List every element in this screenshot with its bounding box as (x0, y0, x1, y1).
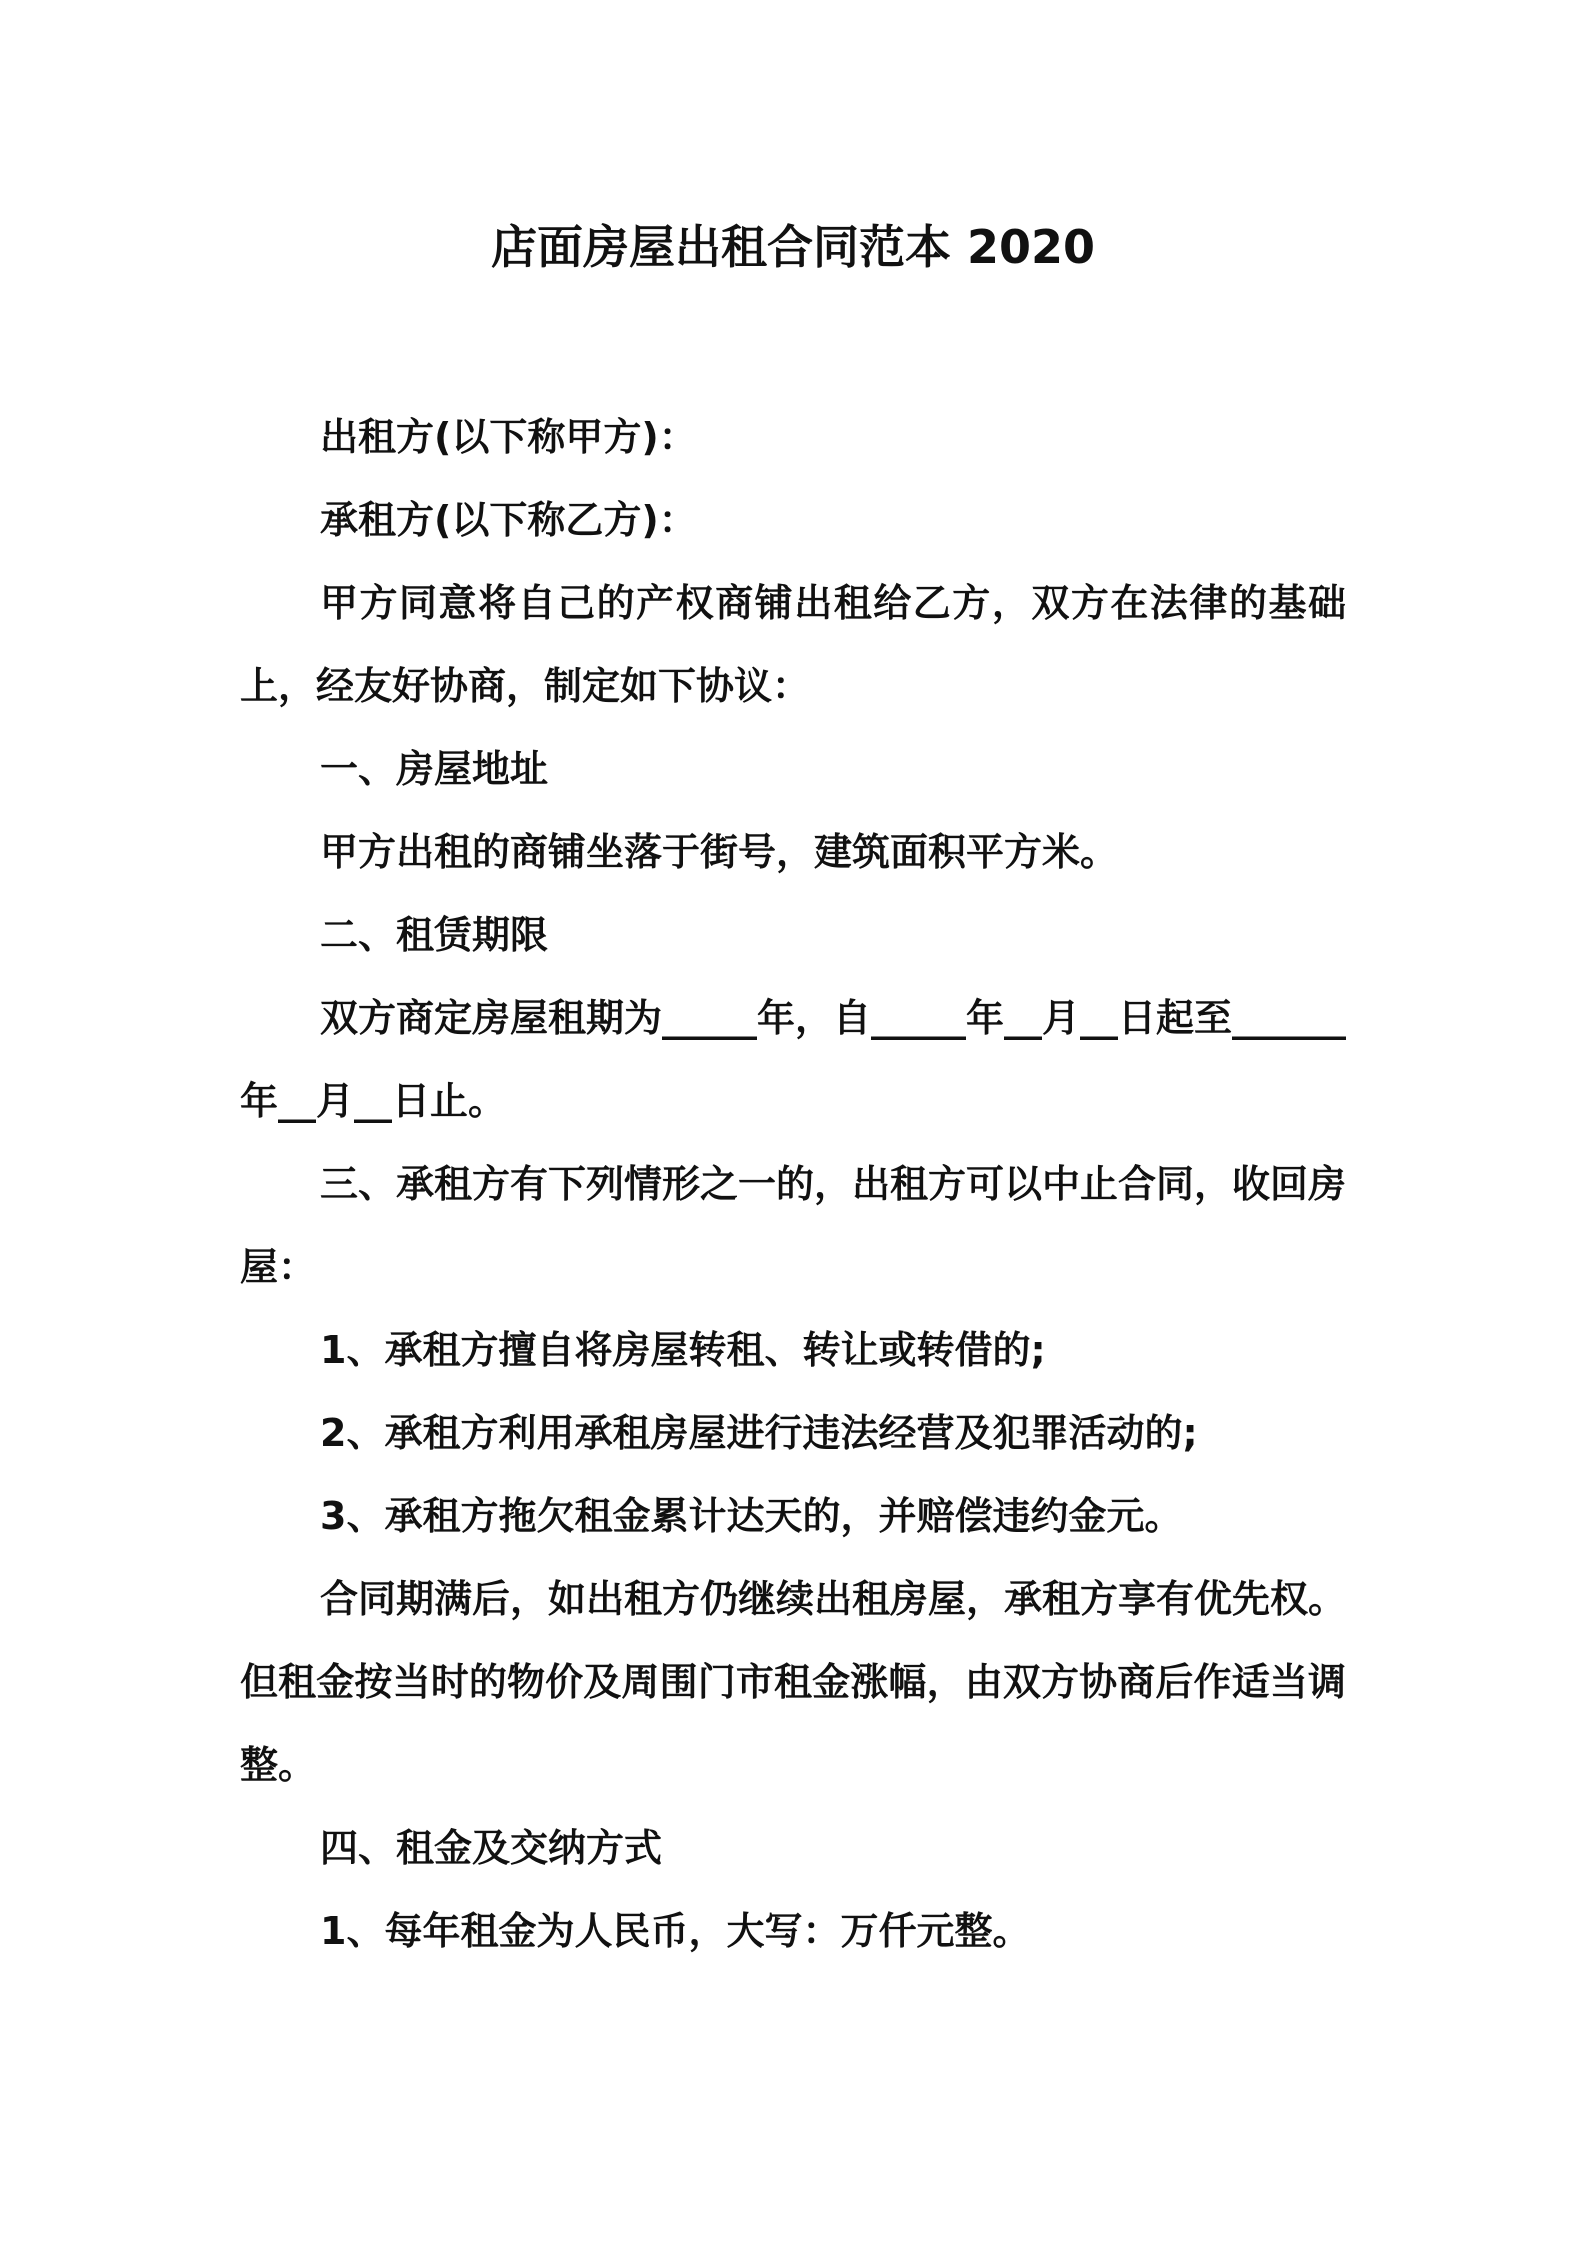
document-body (240, 396, 1346, 1973)
address-clause: 甲方出租的商铺坐落于街号，建筑面积平方米。 (320, 830, 1119, 874)
rent-item-1: 1、每年租金为人民币，大写：万仟元整。 (320, 1909, 1031, 1953)
termination-item-2: 2、承租方利用承租房屋进行违法经营及犯罪活动的; (320, 1411, 1198, 1455)
lessee-line: 承租方(以下称乙方)： (320, 498, 697, 542)
section-heading-term: 二、租赁期限 (320, 913, 549, 957)
lessor-line: 出租方(以下称甲方)： (320, 415, 697, 459)
termination-item-1: 1、承租方擅自将房屋转租、转让或转借的; (320, 1328, 1046, 1372)
document-title: 店面房屋出租合同范本 2020 (490, 220, 1096, 274)
section-heading-rent: 四、租金及交纳方式 (320, 1826, 663, 1870)
term-clause: 双方商定房屋租期为_____年，自_____年__月__日起至______年__月__日止。 (240, 996, 1347, 1123)
section-heading-termination: 三、承租方有下列情形之一的，出租方可以中止合同，收回房屋： (240, 1162, 1347, 1289)
renewal-clause: 合同期满后，如出租方仍继续出租房屋，承租方享有优先权。但租金按当时的物价及周围门市租金涨幅，由双方协商后作适当调整。 (240, 1577, 1347, 1787)
termination-item-3: 3、承租方拖欠租金累计达天的，并赔偿违约金元。 (320, 1494, 1183, 1538)
section-heading-address: 一、房屋地址 (320, 747, 549, 791)
agreement-intro: 甲方同意将自己的产权商铺出租给乙方，双方在法律的基础上，经友好协商，制定如下协议： (240, 581, 1346, 708)
